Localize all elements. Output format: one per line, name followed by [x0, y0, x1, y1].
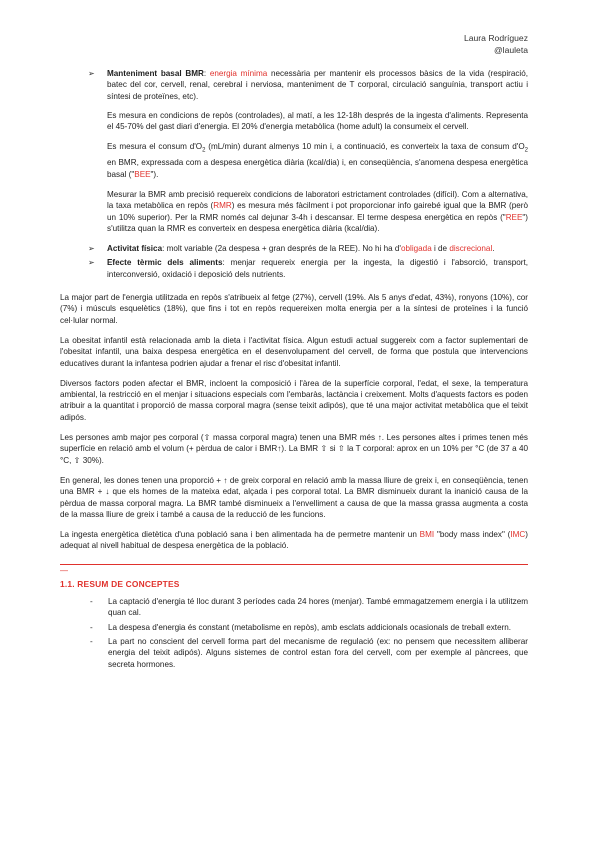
intake-paragraph	[60, 529, 528, 552]
list-item-text: La part no conscient del cervell forma part del mecanisme de regulació (ex: no pensem que necessitem alliberar energia del teixit adipós). Alguns sistemes de control estan fora del cervell, com per exemple al pàncrees, que secreta hormones.	[108, 636, 528, 669]
discrecional-term: discrecional	[449, 244, 493, 254]
intake-text-a: La ingesta energètica dietètica d'una població sana i ben alimentada ha de permetre mantenir un	[60, 530, 420, 540]
rmr-term: RMR	[213, 201, 232, 211]
bmr-p2-text-c: en BMR, expressada com a despesa energètica diària (kcal/dia) i, en conseqüència, s'anomena despesa energètica basal ("	[107, 158, 528, 179]
page-header	[464, 32, 528, 56]
intake-text-b: "body mass index" (	[434, 530, 511, 540]
bmr-p3-text-a: Mesurar la BMR amb precisió requereix condicions de laboratori estrictament controlades (difícil). Com a alternativa, la taxa metabòlica en repòs (	[107, 190, 528, 211]
dash-bullet-icon: -	[90, 636, 93, 646]
bmr-paragraph-1: Es mesura en condicions de repòs (controlades), al matí, a les 12-18h després de la ingesta d'aliments. Representa el 45-70% del gast diari d'energia. El 20% d'energia metabòlica (home adult) la consumeix el cervell.	[107, 110, 528, 132]
arrow-bullet-icon: ➢	[88, 69, 95, 78]
people-paragraph: Les persones amb major pes corporal (⇧ massa corporal magra) tenen una BMR més ↑. Les persones altes i primes tenen més superfície en relació amb el volum (+ pèrdua de calor i BMR↑). La BMR ⇧ si ⇧ la T corporal: aprox en un 10% per °C (de 37 a 40 °C, ⇧ 30%).	[60, 433, 528, 465]
list-item-text: La despesa d'energia és constant (metabolisme en repòs), amb esclats addicionals ocasionals de treball extern.	[108, 622, 512, 632]
bmr-p2-text-a: Es mesura el consum d'O	[107, 142, 203, 152]
ree-term: REE	[505, 212, 523, 222]
factors-paragraph: Diversos factors poden afectar el BMR, incloent la composició i l'àrea de la superfície corporal, l'edat, el sexe, la temperatura ambiental, la restricció en el menjar i situacions especials com l'embaràs, lactància i creixement. Molts d'aquests factors es poden atribuir a la quantitat i proporció de massa corporal magra (sense teixit adipós), que té una major activitat metabòlica que el teixit adipós.	[60, 378, 528, 422]
activity-text-b: i de	[431, 244, 450, 254]
bmr-p2-text-d: ").	[150, 169, 159, 179]
arrow-bullet-icon: ➢	[88, 244, 95, 254]
activity-title: Activitat física	[107, 244, 163, 254]
activity-text-c: .	[492, 244, 495, 254]
o2-subscript-2: 2	[524, 148, 528, 155]
list-item	[60, 622, 528, 633]
bmr-text: necessària per mantenir els processos bàsics de la vida (respiració, batec del cor, cervell, renal, cerebral i nerviosa, manteniment de T corporal, circulació sanguínia, transport actiu i síntesi de proteïnes, etc).	[107, 69, 529, 101]
imc-term: IMC	[510, 530, 526, 540]
bee-term: BEE	[134, 169, 151, 179]
thermic-title: Efecte tèrmic dels aliments	[107, 258, 223, 268]
bullet-bmr	[60, 68, 528, 102]
bmr-p3-text-c: ") s'utilitza quan la RMR es converteix en despesa energètica diària (kcal/dia).	[107, 212, 528, 233]
document-body	[60, 68, 528, 673]
dash-bullet-icon: -	[90, 622, 93, 632]
bmr-colon: :	[203, 69, 210, 78]
thermic-text: : menjar requereix energia per la ingesta, la digestió i l'absorció, transport, interconversió, oxidació i deposició dels nutrients.	[107, 258, 528, 279]
bmr-paragraph-3	[107, 189, 528, 234]
bmi-term: BMI	[419, 530, 435, 540]
author-handle: @lauleta	[493, 45, 528, 55]
intake-text-c: ) adequat al nivell habitual de despesa energètica de la població.	[60, 530, 528, 551]
women-paragraph: En general, les dones tenen una proporció + ↑ de greix corporal en relació amb la massa lliure de greix i, en conseqüència, tenen una BMR + ↓ que els homes de la mateixa edat, alçada i pes corporal total. La BMR disminueix durant la inanició causa de la pèrdua de massa corporal magra. La BMR també disminueix a l'envelliment a causa de que la massa grassa augmenta a costa de la massa lliure de greix i també a causa de la reducció de les funcions.	[60, 475, 528, 519]
section-divider	[60, 564, 528, 565]
author-name: Laura Rodríguez	[463, 33, 528, 43]
bullet-thermic	[60, 257, 528, 280]
list-item	[60, 636, 528, 670]
arrow-bullet-icon: ➢	[88, 258, 95, 268]
bmr-highlight: energia mínima	[209, 69, 268, 78]
bmr-title: Manteniment basal BMR	[107, 69, 204, 78]
bullet-activity	[60, 243, 528, 254]
bmr-p3-text-b: ) es mesura més fàcilment i pot proporcionar info gairebé igual que la BMR (però un 10% superior). Per la RMR només cal dejunar 3-4h i descansar. El terme despesa energètica en repòs ("	[107, 201, 529, 222]
dash-bullet-icon: -	[90, 597, 93, 607]
list-item-text: La captació d'energia té lloc durant 3 períodes cada 24 hores (menjar). També emmagatzemem energia i la utilitzem quan cal.	[108, 597, 528, 618]
obligada-term: obligada	[400, 244, 432, 254]
section-title: 1.1. RESUM DE CONCEPTES	[60, 578, 180, 589]
bmr-p2-text-b: (mL/min) durant almenys 10 min i, a continuació, es converteix la taxa de consum d'O	[205, 142, 525, 152]
organs-paragraph: La major part de l'energia utilitzada en repòs s'atribueix al fetge (27%), cervell (19%. Als 5 anys d'edat, 43%), ronyons (10%), cor (7%) i músculs esquelètics (18%), que fins i tot en repòs requereixen molta energia per a la síntesi de proteïnes i la funció cel·lular normal.	[60, 293, 528, 325]
activity-text-a: : molt variable (2a despesa + gran després de la REE). No hi ha d'	[162, 244, 401, 254]
o2-subscript: 2	[202, 148, 206, 155]
bmr-paragraph-2	[107, 141, 528, 180]
list-item	[60, 596, 528, 619]
section-dash: —	[60, 565, 68, 575]
obesity-paragraph: La obesitat infantil està relacionada amb la dieta i l'activitat física. Algun estudi actual suggereix com a factor suplementari de l'obesitat infantil, una baixa despesa energètica en el desenvolupament del cervell, de forma que postula que intervencions educatives durant la infantesa podrien ajudar a frenar el risc d'obesitat infantil.	[60, 335, 528, 368]
